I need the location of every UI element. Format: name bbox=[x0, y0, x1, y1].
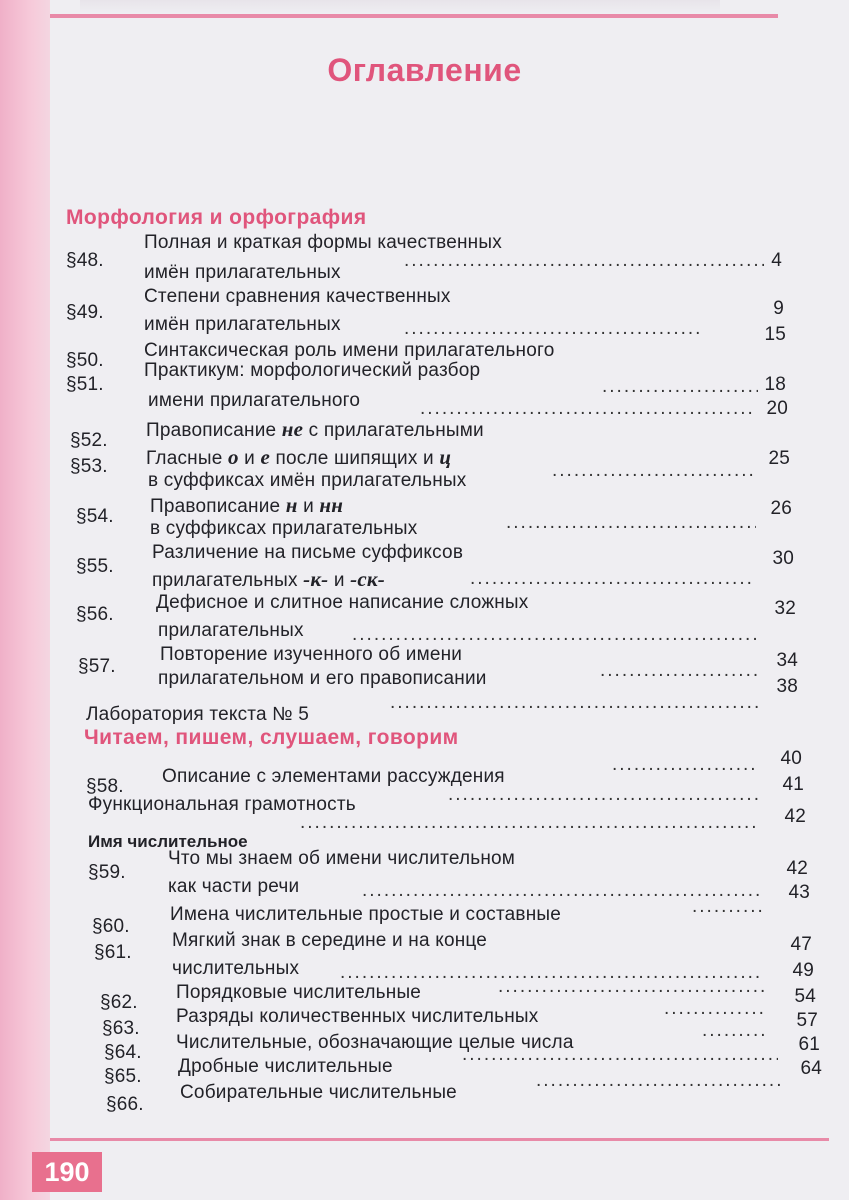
entry-title-line1: Повторение изученного об имени bbox=[160, 644, 463, 665]
entry-text: Правописание bbox=[146, 420, 277, 441]
paragraph-number: §59. bbox=[88, 862, 126, 883]
entry-text: и bbox=[244, 448, 255, 469]
entry-title-line1: Порядковые числительные bbox=[176, 982, 422, 1003]
page-ref: 4 bbox=[771, 250, 782, 271]
page-ref: 42 bbox=[784, 806, 806, 827]
entry-title-line2 bbox=[152, 568, 385, 592]
leader-dots bbox=[498, 976, 764, 998]
subsection-heading-numeral: Имя числительное bbox=[88, 832, 248, 851]
paragraph-number: §56. bbox=[76, 604, 114, 625]
page-ref: 32 bbox=[774, 598, 796, 619]
spelling-letter: о bbox=[227, 445, 239, 469]
paragraph-number: §52. bbox=[70, 430, 108, 451]
page-ref: 34 bbox=[776, 650, 798, 671]
entry-title-line1 bbox=[150, 494, 343, 518]
page-ref: 43 bbox=[788, 882, 810, 903]
entry-title-line1: Имена числительные простые и составные bbox=[170, 904, 562, 925]
page-ref: 41 bbox=[782, 774, 804, 795]
entry-title-line1 bbox=[146, 446, 451, 470]
leader-dots bbox=[420, 398, 756, 420]
page-ref: 47 bbox=[790, 934, 812, 955]
page-ref: 64 bbox=[800, 1058, 822, 1079]
paragraph-number: §65. bbox=[104, 1066, 142, 1087]
page-number-badge: 190 bbox=[32, 1152, 102, 1192]
entry-text: и bbox=[333, 570, 345, 591]
paragraph-number: §48. bbox=[66, 250, 104, 271]
page-ref: 61 bbox=[798, 1034, 820, 1055]
leader-dots bbox=[404, 318, 700, 340]
entry-title-line1: Что мы знаем об имени числительном bbox=[168, 848, 516, 869]
entry-title-line1: Синтаксическая роль имени прилагательного bbox=[144, 340, 555, 361]
leader-dots bbox=[390, 692, 760, 714]
page-ref: 57 bbox=[796, 1010, 818, 1031]
page-ref: 26 bbox=[770, 498, 792, 519]
entry-title-line2: в суффиксах имён прилагательных bbox=[148, 470, 467, 491]
page-ref: 18 bbox=[764, 374, 786, 395]
page-ref: 25 bbox=[768, 448, 790, 469]
leader-dots bbox=[506, 512, 756, 534]
entry-title-line1: Описание с элементами рассуждения bbox=[162, 766, 505, 787]
entry-title-line1: Различение на письме суффиксов bbox=[152, 542, 464, 563]
entry-text: и bbox=[303, 496, 314, 517]
entry-title-line1: Полная и краткая формы качественных bbox=[144, 232, 502, 253]
entry-title-line1: Собирательные числительные bbox=[180, 1082, 457, 1103]
entry-title-line1: Практикум: морфологический разбор bbox=[144, 360, 481, 381]
entry-text: Правописание bbox=[150, 496, 281, 517]
page-ref: 38 bbox=[776, 676, 798, 697]
entry-text: Гласные bbox=[146, 448, 223, 469]
spelling-letter: ц bbox=[439, 445, 452, 469]
leader-dots bbox=[470, 568, 754, 590]
paragraph-number: §53. bbox=[70, 456, 108, 477]
top-rule bbox=[50, 14, 778, 18]
entry-title-line1: Дробные числительные bbox=[178, 1056, 393, 1077]
suffix-k: -к- bbox=[303, 567, 329, 591]
section-heading-morphology: Морфология и орфография bbox=[66, 206, 367, 229]
leader-dots bbox=[462, 1044, 778, 1066]
page-ref: 49 bbox=[792, 960, 814, 981]
entry-text: после шипящих и bbox=[275, 448, 434, 469]
spelling-particle: не bbox=[281, 417, 304, 441]
entry-title-line1: Дефисное и слитное написание сложных bbox=[156, 592, 529, 613]
entry-title-line2: имени прилагательного bbox=[148, 390, 361, 411]
leader-dots bbox=[612, 754, 758, 776]
leader-dots bbox=[448, 784, 760, 806]
entry-title-line2: как части речи bbox=[168, 876, 300, 897]
page-ref: 54 bbox=[794, 986, 816, 1007]
paragraph-number: §61. bbox=[94, 942, 132, 963]
paragraph-number: §60. bbox=[92, 916, 130, 937]
paragraph-number: §62. bbox=[100, 992, 138, 1013]
entry-title-line1: Лаборатория текста № 5 bbox=[86, 704, 310, 725]
paragraph-number: §55. bbox=[76, 556, 114, 577]
entry-title-line2: числительных bbox=[172, 958, 300, 979]
top-fade bbox=[80, 0, 720, 14]
paragraph-number: §66. bbox=[106, 1094, 144, 1115]
entry-text: с прилагательными bbox=[308, 420, 484, 441]
paragraph-number: §54. bbox=[76, 506, 114, 527]
entry-title-line1: Степени сравнения качественных bbox=[144, 286, 451, 307]
entry-title-line1: Числительные, обозначающие целые числа bbox=[176, 1032, 574, 1053]
entry-title-line1 bbox=[146, 418, 484, 442]
page-ref: 15 bbox=[764, 324, 786, 345]
leader-dots bbox=[300, 812, 760, 834]
spelling-letters: нн bbox=[319, 493, 344, 517]
spelling-letter: е bbox=[260, 445, 271, 469]
entry-text: прилагательных bbox=[152, 570, 298, 591]
spelling-letter: н bbox=[285, 493, 298, 517]
page-ref: 9 bbox=[773, 298, 784, 319]
page-ref: 20 bbox=[766, 398, 788, 419]
paragraph-number: §63. bbox=[102, 1018, 140, 1039]
entry-title-line2: в суффиксах прилагательных bbox=[150, 518, 418, 539]
paragraph-number: §49. bbox=[66, 302, 104, 323]
page-ref: 42 bbox=[786, 858, 808, 879]
entry-title-line1: Мягкий знак в середине и на конце bbox=[172, 930, 488, 951]
leader-dots bbox=[536, 1070, 780, 1092]
entry-title-line2: прилагательном и его правописании bbox=[158, 668, 487, 689]
leader-dots bbox=[552, 460, 756, 482]
suffix-sk: -ск- bbox=[350, 567, 385, 591]
paragraph-number: §57. bbox=[78, 656, 116, 677]
paragraph-number: §58. bbox=[86, 776, 124, 797]
pink-margin-band bbox=[0, 0, 50, 1200]
leader-dots bbox=[664, 998, 764, 1020]
entry-title-line1: Разряды количественных числительных bbox=[176, 1006, 539, 1027]
leader-dots bbox=[404, 250, 764, 272]
bottom-rule bbox=[50, 1138, 829, 1141]
entry-title-line2: имён прилагательных bbox=[144, 262, 341, 283]
entry-title-line2: прилагательных bbox=[158, 620, 304, 641]
section-heading-reading: Читаем, пишем, слушаем, говорим bbox=[84, 726, 459, 749]
page-ref: 40 bbox=[780, 748, 802, 769]
leader-dots bbox=[702, 1020, 764, 1042]
paragraph-number: §50. bbox=[66, 350, 104, 371]
paragraph-number: §51. bbox=[66, 374, 104, 395]
leader-dots bbox=[352, 624, 756, 646]
entry-title-line2: имён прилагательных bbox=[144, 314, 341, 335]
entry-title-line1: Функциональная грамотность bbox=[88, 794, 356, 815]
paragraph-number: §64. bbox=[104, 1042, 142, 1063]
page-ref: 30 bbox=[772, 548, 794, 569]
page-title: Оглавление bbox=[327, 52, 522, 88]
leader-dots bbox=[600, 660, 758, 682]
